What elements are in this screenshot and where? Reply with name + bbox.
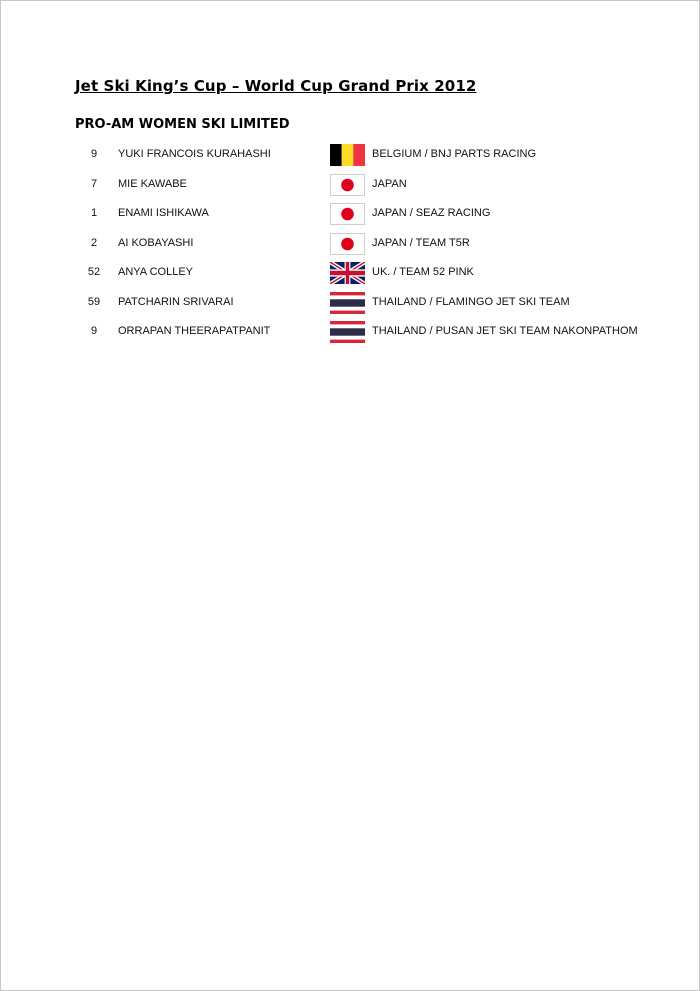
japan-flag-icon bbox=[330, 174, 365, 196]
racer-number: 1 bbox=[90, 207, 98, 219]
thailand-flag-icon bbox=[330, 292, 365, 314]
country-team: BELGIUM / BNJ PARTS RACING bbox=[372, 148, 537, 160]
racer-number: 2 bbox=[90, 236, 98, 249]
racer-name: ORRAPAN THEERAPATPANIT bbox=[118, 325, 271, 337]
list-item bbox=[1, 200, 699, 230]
country-team: JAPAN / SEAZ RACING bbox=[372, 207, 491, 219]
japan-flag-icon bbox=[330, 203, 365, 225]
country-team: JAPAN bbox=[372, 177, 407, 190]
racer-number: 7 bbox=[90, 177, 98, 190]
entry-list bbox=[1, 141, 699, 348]
racer-number: 9 bbox=[90, 148, 98, 160]
racer-number: 9 bbox=[90, 325, 98, 337]
document-title: Jet Ski King’s Cup – World Cup Grand Prix 2012 bbox=[75, 77, 477, 95]
list-item bbox=[1, 318, 699, 348]
racer-name: PATCHARIN SRIVARAI bbox=[118, 295, 234, 308]
belgium-flag-icon bbox=[330, 144, 365, 166]
racer-name: ANYA COLLEY bbox=[118, 266, 193, 278]
racer-name: YUKI FRANCOIS KURAHASHI bbox=[118, 148, 271, 160]
country-team: THAILAND / FLAMINGO JET SKI TEAM bbox=[372, 295, 570, 308]
racer-number: 52 bbox=[87, 266, 101, 278]
racer-number: 59 bbox=[87, 295, 101, 308]
thailand-flag-icon bbox=[330, 321, 365, 343]
racer-name: ENAMI ISHIKAWA bbox=[118, 207, 209, 219]
section-heading: PRO-AM WOMEN SKI LIMITED bbox=[75, 117, 290, 132]
list-item bbox=[1, 289, 699, 319]
country-team: THAILAND / PUSAN JET SKI TEAM NAKONPATHOM bbox=[372, 325, 638, 337]
country-team: UK. / TEAM 52 PINK bbox=[372, 266, 474, 278]
japan-flag-icon bbox=[330, 233, 365, 255]
country-team: JAPAN / TEAM T5R bbox=[372, 236, 470, 249]
list-item bbox=[1, 141, 699, 171]
list-item bbox=[1, 171, 699, 201]
uk-flag-icon bbox=[330, 262, 365, 284]
racer-name: MIE KAWABE bbox=[118, 177, 187, 190]
list-item bbox=[1, 230, 699, 260]
racer-name: AI KOBAYASHI bbox=[118, 236, 194, 249]
list-item bbox=[1, 259, 699, 289]
